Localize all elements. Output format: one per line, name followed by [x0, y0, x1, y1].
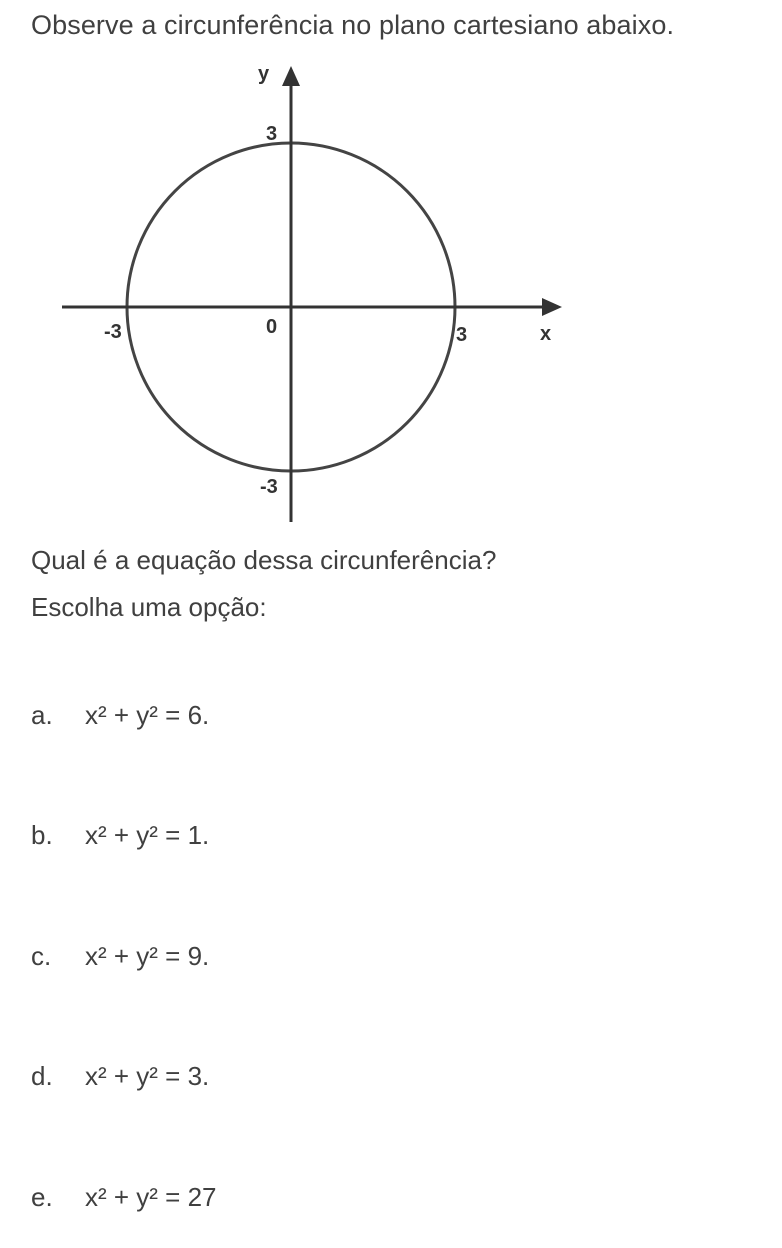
- option-equation: x² + y² = 9.: [85, 941, 210, 971]
- x-axis-label: x: [540, 323, 552, 345]
- cartesian-figure: [0, 0, 782, 540]
- tick-y-pos: 3: [266, 123, 278, 145]
- tick-x-pos: 3: [456, 324, 468, 346]
- option-equation: x² + y² = 27: [85, 1182, 217, 1212]
- y-axis-arrow-icon: [282, 66, 300, 86]
- option-c[interactable]: [31, 941, 209, 972]
- choose-option-prompt: Escolha uma opção:: [31, 592, 267, 622]
- option-letter: d.: [31, 1061, 53, 1091]
- option-e[interactable]: [31, 1182, 217, 1213]
- y-axis-label: y: [258, 63, 270, 85]
- option-equation: x² + y² = 6.: [85, 700, 210, 730]
- option-equation: x² + y² = 1.: [85, 820, 210, 850]
- option-a[interactable]: [31, 700, 209, 731]
- option-letter: c.: [31, 941, 52, 971]
- option-d[interactable]: [31, 1061, 209, 1092]
- intro-text: Observe a circunferência no plano cartesiano abaixo.: [31, 10, 675, 40]
- option-b[interactable]: [31, 820, 209, 851]
- option-letter: a.: [31, 700, 53, 730]
- option-letter: b.: [31, 820, 53, 850]
- tick-x-neg: -3: [104, 321, 122, 343]
- question-text: Qual é a equação dessa circunferência?: [31, 545, 497, 575]
- x-axis-arrow-icon: [542, 298, 562, 316]
- origin-label: 0: [266, 316, 278, 338]
- option-equation: x² + y² = 3.: [85, 1061, 210, 1091]
- option-letter: e.: [31, 1182, 53, 1212]
- tick-y-neg: -3: [260, 476, 278, 498]
